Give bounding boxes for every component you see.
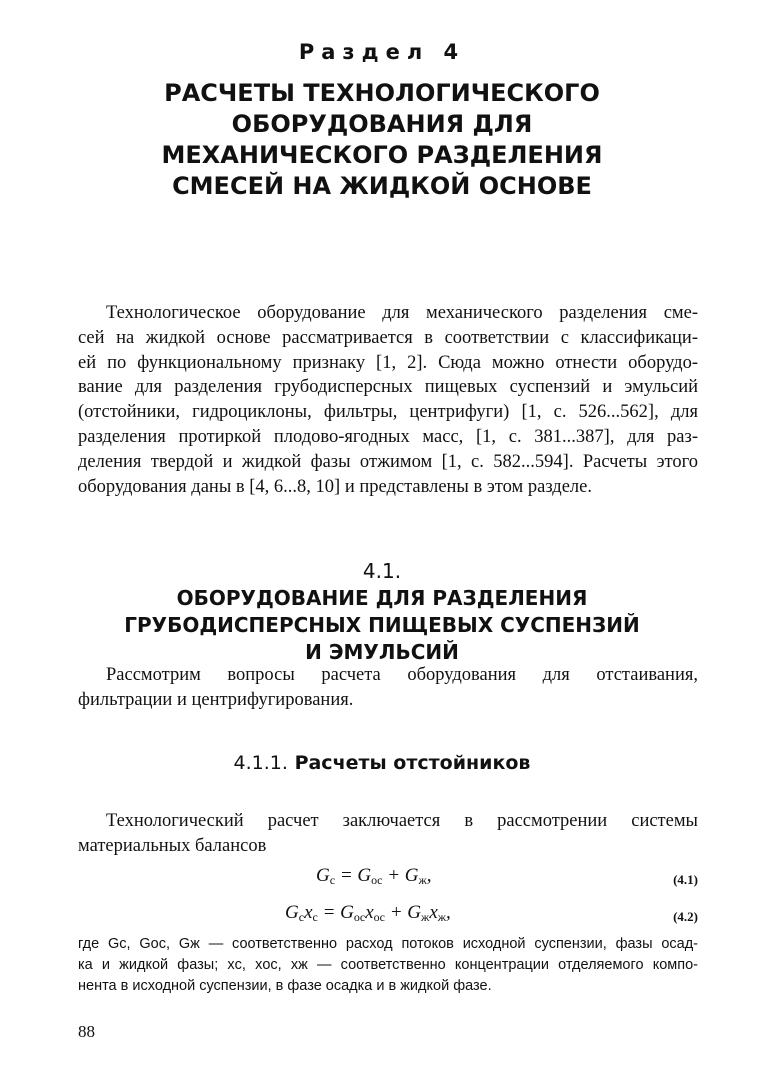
variable-definitions — [78, 934, 698, 997]
subsection-paragraph — [78, 663, 698, 713]
section-title — [60, 78, 704, 202]
text-line: нента в исходной суспензии, в фазе осадка и в жидкой фазе. — [78, 978, 492, 994]
text-line: деления твердой и жидкой фазы отжимом [1, с. 582...594]. Расчеты этого — [78, 451, 698, 472]
text-line: разделения протиркой плодово-ягодных масс, [1, с. 381...387], для раз- — [78, 426, 698, 447]
text-line: вание для разделения грубодисперсных пищевых суспензий и эмульсий — [78, 377, 698, 398]
section-title-line: СМЕСЕЙ НА ЖИДКОЙ ОСНОВЕ — [172, 172, 592, 200]
text-line: Технологическое оборудование для механического разделения сме- — [106, 303, 698, 323]
subsection-title-text: ОБОРУДОВАНИЕ ДЛЯ РАЗДЕЛЕНИЯ — [176, 586, 588, 610]
section-title-line: ОБОРУДОВАНИЯ ДЛЯ — [231, 110, 533, 138]
text-line: где Gc, Goc, Gж — соответственно расход потоков исходной суспензии, фазы осад- — [78, 936, 698, 952]
section-title-line: РАСЧЕТЫ ТЕХНОЛОГИЧЕСКОГО — [164, 79, 600, 107]
text-line: материальных балансов — [78, 835, 267, 856]
text-line: ка и жидкой фазы; xc, xoc, xж — соответственно концентрации отделяемого компо- — [78, 957, 698, 973]
subsubsection-title: Расчеты отстойников — [294, 752, 531, 774]
text-line: сей на жидкой основе рассматривается в соответствии с классификаци- — [78, 327, 698, 348]
text-line: ей по функциональному признаку [1, 2]. Сюда можно отнести оборудо- — [78, 352, 698, 373]
equation-number: (4.1) — [673, 872, 698, 887]
text-line: (отстойники, гидроциклоны, фильтры, центрифуги) [1, с. 526...562], для — [78, 402, 698, 423]
subsubsection-paragraph — [78, 809, 698, 859]
text-line: Рассмотрим вопросы расчета оборудования для отстаивания, — [106, 665, 698, 685]
text-line: оборудования даны в [4, 6...8, 10] и представлены в этом разделе. — [78, 476, 592, 497]
equation-4-1: $G_c = G_{oc} + G_ж$, — [316, 865, 432, 887]
intro-paragraph — [78, 301, 698, 499]
subsection-title-line: ГРУБОДИСПЕРСНЫХ ПИЩЕВЫХ СУСПЕНЗИЙ — [124, 613, 640, 637]
subsection-title-line: И ЭМУЛЬСИЙ — [305, 640, 459, 664]
subsubsection-number: 4.1.1. — [233, 752, 288, 774]
subsubsection-heading — [0, 752, 764, 774]
subsection-heading — [60, 558, 704, 666]
subsection-title-line-1 — [60, 558, 704, 612]
page-number: 88 — [78, 1022, 95, 1041]
text-line: Технологический расчет заключается в рассмотрении системы — [106, 811, 698, 831]
text-line: фильтрации и центрифугирования. — [78, 689, 354, 710]
equation-number: (4.2) — [673, 909, 698, 924]
section-title-line: МЕХАНИЧЕСКОГО РАЗДЕЛЕНИЯ — [161, 141, 603, 169]
section-label: Раздел 4 — [298, 40, 466, 64]
subsection-number: 4.1. — [362, 559, 402, 583]
equation-4-2: $G_cx_c = G_{oc}x_{oc} + G_жx_ж$, — [285, 902, 451, 924]
